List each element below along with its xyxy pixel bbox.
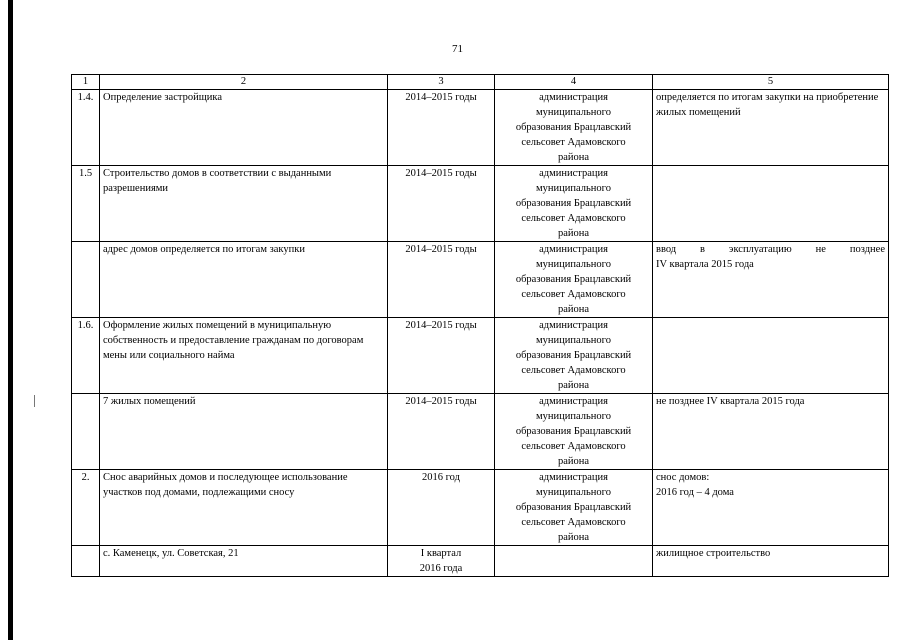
org-line: сельсовет Адамовского <box>521 213 626 224</box>
page-edge-bar <box>8 0 13 640</box>
expected-result: определяется по итогам закупки на приобретение жилых помещений <box>653 90 889 166</box>
result-line: IV квартала 2015 года <box>656 259 754 270</box>
margin-mark <box>34 395 35 407</box>
org-line: муниципального <box>536 335 611 346</box>
org-line: муниципального <box>536 259 611 270</box>
expected-result <box>653 318 889 394</box>
org-line: района <box>557 456 590 467</box>
org-line: образования Брацлавский <box>515 350 632 361</box>
org-line: администрация <box>539 320 608 331</box>
expected-result <box>653 242 889 318</box>
table-row <box>72 546 889 577</box>
org-line: администрация <box>539 396 608 407</box>
expected-result: не позднее IV квартала 2015 года <box>653 394 889 470</box>
activity-period: 2014–2015 годы <box>388 166 495 242</box>
org-line: администрация <box>539 92 608 103</box>
activity-period: 2016 год <box>388 470 495 546</box>
row-number <box>72 242 100 318</box>
result-line: 2016 год – 4 дома <box>656 487 734 498</box>
activity-description: 7 жилых помещений <box>100 394 388 470</box>
header-col-3: 3 <box>388 75 495 90</box>
responsible-org <box>495 394 653 470</box>
org-line: образования Брацлавский <box>515 502 632 513</box>
row-number: 1.5 <box>72 166 100 242</box>
activity-description: адрес домов определяется по итогам закупки <box>100 242 388 318</box>
org-line: сельсовет Адамовского <box>521 289 626 300</box>
responsible-org <box>495 166 653 242</box>
activity-period: 2014–2015 годы <box>388 90 495 166</box>
header-col-4: 4 <box>495 75 653 90</box>
table-row <box>72 318 889 394</box>
activity-description: Определение застройщика <box>100 90 388 166</box>
org-line: муниципального <box>536 411 611 422</box>
org-line: образования Брацлавский <box>515 198 632 209</box>
org-line: муниципального <box>536 107 611 118</box>
org-line: сельсовет Адамовского <box>521 441 626 452</box>
table-row <box>72 242 889 318</box>
row-number <box>72 546 100 577</box>
org-line: сельсовет Адамовского <box>521 365 626 376</box>
activity-description: Строительство домов в соответствии с выданными разрешениями <box>100 166 388 242</box>
responsible-org <box>495 470 653 546</box>
header-col-2: 2 <box>100 75 388 90</box>
org-line: муниципального <box>536 487 611 498</box>
org-line: администрация <box>539 168 608 179</box>
org-line: района <box>557 152 590 163</box>
org-line: образования Брацлавский <box>515 122 632 133</box>
table-row <box>72 166 889 242</box>
org-line: района <box>557 228 590 239</box>
org-line: района <box>557 304 590 315</box>
table-row <box>72 470 889 546</box>
program-activities-table <box>71 74 889 577</box>
period-line: 2016 года <box>419 563 463 574</box>
result-line: ввод в эксплуатацию не позднее <box>656 244 885 255</box>
org-line: района <box>557 532 590 543</box>
responsible-org <box>495 242 653 318</box>
org-line: сельсовет Адамовского <box>521 517 626 528</box>
row-number: 1.6. <box>72 318 100 394</box>
activity-period: 2014–2015 годы <box>388 242 495 318</box>
org-line: образования Брацлавский <box>515 426 632 437</box>
table-row <box>72 90 889 166</box>
org-line: администрация <box>539 472 608 483</box>
org-line: администрация <box>539 244 608 255</box>
responsible-org <box>495 318 653 394</box>
expected-result <box>653 470 889 546</box>
org-line: сельсовет Адамовского <box>521 137 626 148</box>
activity-description: Оформление жилых помещений в муниципальную собственность и предоставление гражданам по договорам мены или социального найма <box>100 318 388 394</box>
activity-period: 2014–2015 годы <box>388 318 495 394</box>
header-col-5: 5 <box>653 75 889 90</box>
expected-result <box>653 166 889 242</box>
row-number: 2. <box>72 470 100 546</box>
activity-description: Снос аварийных домов и последующее использование участков под домами, подлежащими сносу <box>100 470 388 546</box>
activity-period: 2014–2015 годы <box>388 394 495 470</box>
org-line: района <box>557 380 590 391</box>
expected-result: жилищное строительство <box>653 546 889 577</box>
responsible-org <box>495 546 653 577</box>
page-number: 71 <box>452 43 463 55</box>
table-header-row <box>72 75 889 90</box>
row-number: 1.4. <box>72 90 100 166</box>
header-col-1: 1 <box>72 75 100 90</box>
org-line: муниципального <box>536 183 611 194</box>
org-line: образования Брацлавский <box>515 274 632 285</box>
table-row <box>72 394 889 470</box>
activity-period <box>388 546 495 577</box>
responsible-org <box>495 90 653 166</box>
row-number <box>72 394 100 470</box>
activity-description: с. Каменецк, ул. Советская, 21 <box>100 546 388 577</box>
period-line: I квартал <box>420 548 462 559</box>
result-line: снос домов: <box>656 472 710 483</box>
